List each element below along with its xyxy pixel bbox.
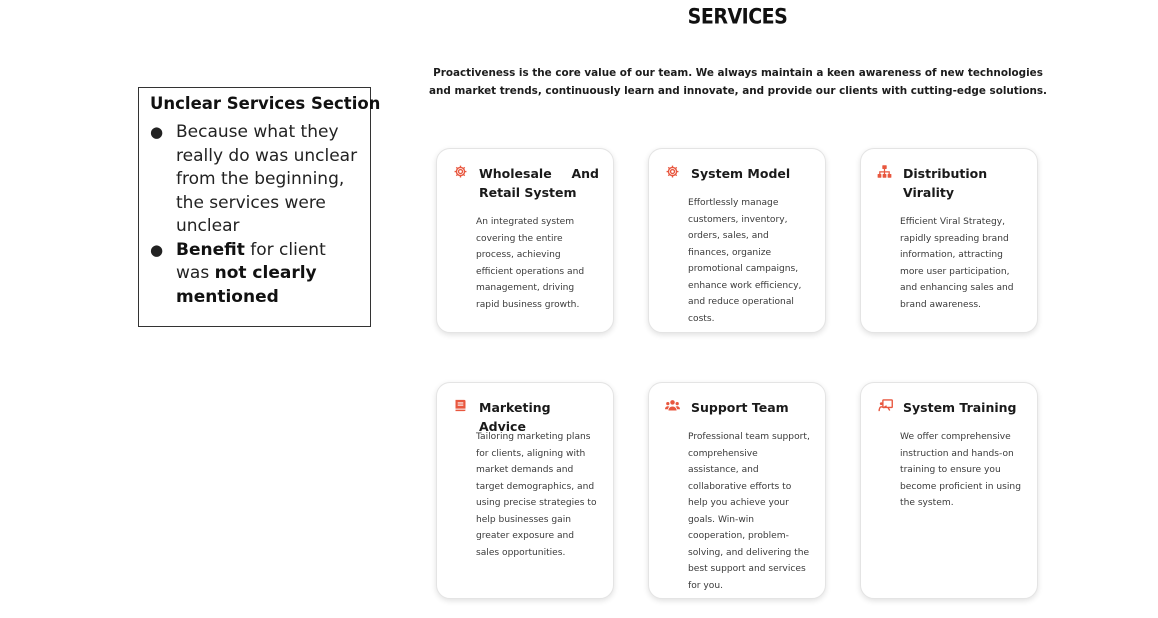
- note-item-text: Because what they really do was unclear from the beginning, the services were unclear: [176, 122, 358, 236]
- services-title: SERVICES: [687, 4, 788, 30]
- card-description: Tailoring marketing plans for clients, aligning with market demands and target demographics, and using precise strategies to help businesses gain greater exposure and sales opportunities.: [476, 432, 597, 558]
- card-description: Efficient Viral Strategy, rapidly spreading brand information, attracting more user participation, and enhancing sales and brand awareness.: [900, 217, 1014, 310]
- card-description: We offer comprehensive instruction and hands-on training to ensure you become proficient in using the system.: [900, 432, 1021, 508]
- card-header: [665, 164, 811, 183]
- note-item: [150, 239, 360, 310]
- service-card[interactable]: [860, 148, 1038, 333]
- card-title: Support Team: [691, 400, 789, 415]
- card-header: [453, 164, 599, 202]
- presentation-icon: [877, 398, 895, 413]
- note-title: Unclear Services Section: [150, 94, 381, 113]
- service-card[interactable]: [860, 382, 1038, 599]
- service-card[interactable]: [436, 382, 614, 599]
- users-icon: [663, 398, 682, 413]
- gear-icon: [665, 164, 680, 179]
- services-tagline: Proactiveness is the core value of our team. We always maintain a keen awareness of new technologies and market trends, continuously learn and innovate, and provide our clients with cutting-edge solutions.: [429, 67, 1047, 97]
- card-title: Wholesale And Retail System: [479, 166, 599, 200]
- note-list: [150, 121, 360, 309]
- card-title: System Training: [903, 400, 1017, 415]
- note-item: [150, 121, 360, 239]
- feedback-note-box: [138, 87, 381, 327]
- card-header: [877, 164, 1023, 202]
- card-title: Marketing Advice: [479, 400, 551, 434]
- bullet-icon: ●: [150, 240, 164, 259]
- note-item-text: for client was: [176, 239, 326, 283]
- card-title: Distribution Virality: [903, 166, 988, 200]
- service-card[interactable]: [436, 148, 614, 333]
- note-emphasis: not clearly mentioned: [176, 263, 317, 307]
- card-header: [665, 398, 811, 417]
- card-description: Effortlessly manage customers, inventory, orders, sales, and finances, organize promotional campaigns, enhance work efficiency, and reduce operational costs.: [688, 198, 802, 324]
- book-icon: [453, 398, 468, 413]
- card-description: An integrated system covering the entire process, achieving efficient operations and management, driving rapid business growth.: [476, 217, 585, 310]
- card-title: System Model: [691, 166, 791, 181]
- gear-icon: [453, 164, 468, 179]
- sitemap-icon: [877, 164, 892, 179]
- bullet-icon: ●: [150, 123, 164, 141]
- card-description: Professional team support, comprehensive assistance, and collaborative efforts to help you achieve your goals. Win-win cooperation, problem-solving, and delivering the best support and services for you.: [688, 432, 810, 591]
- service-card[interactable]: [648, 382, 826, 599]
- card-header: [877, 398, 1023, 417]
- service-card[interactable]: [648, 148, 826, 333]
- note-emphasis: Benefit: [176, 239, 245, 260]
